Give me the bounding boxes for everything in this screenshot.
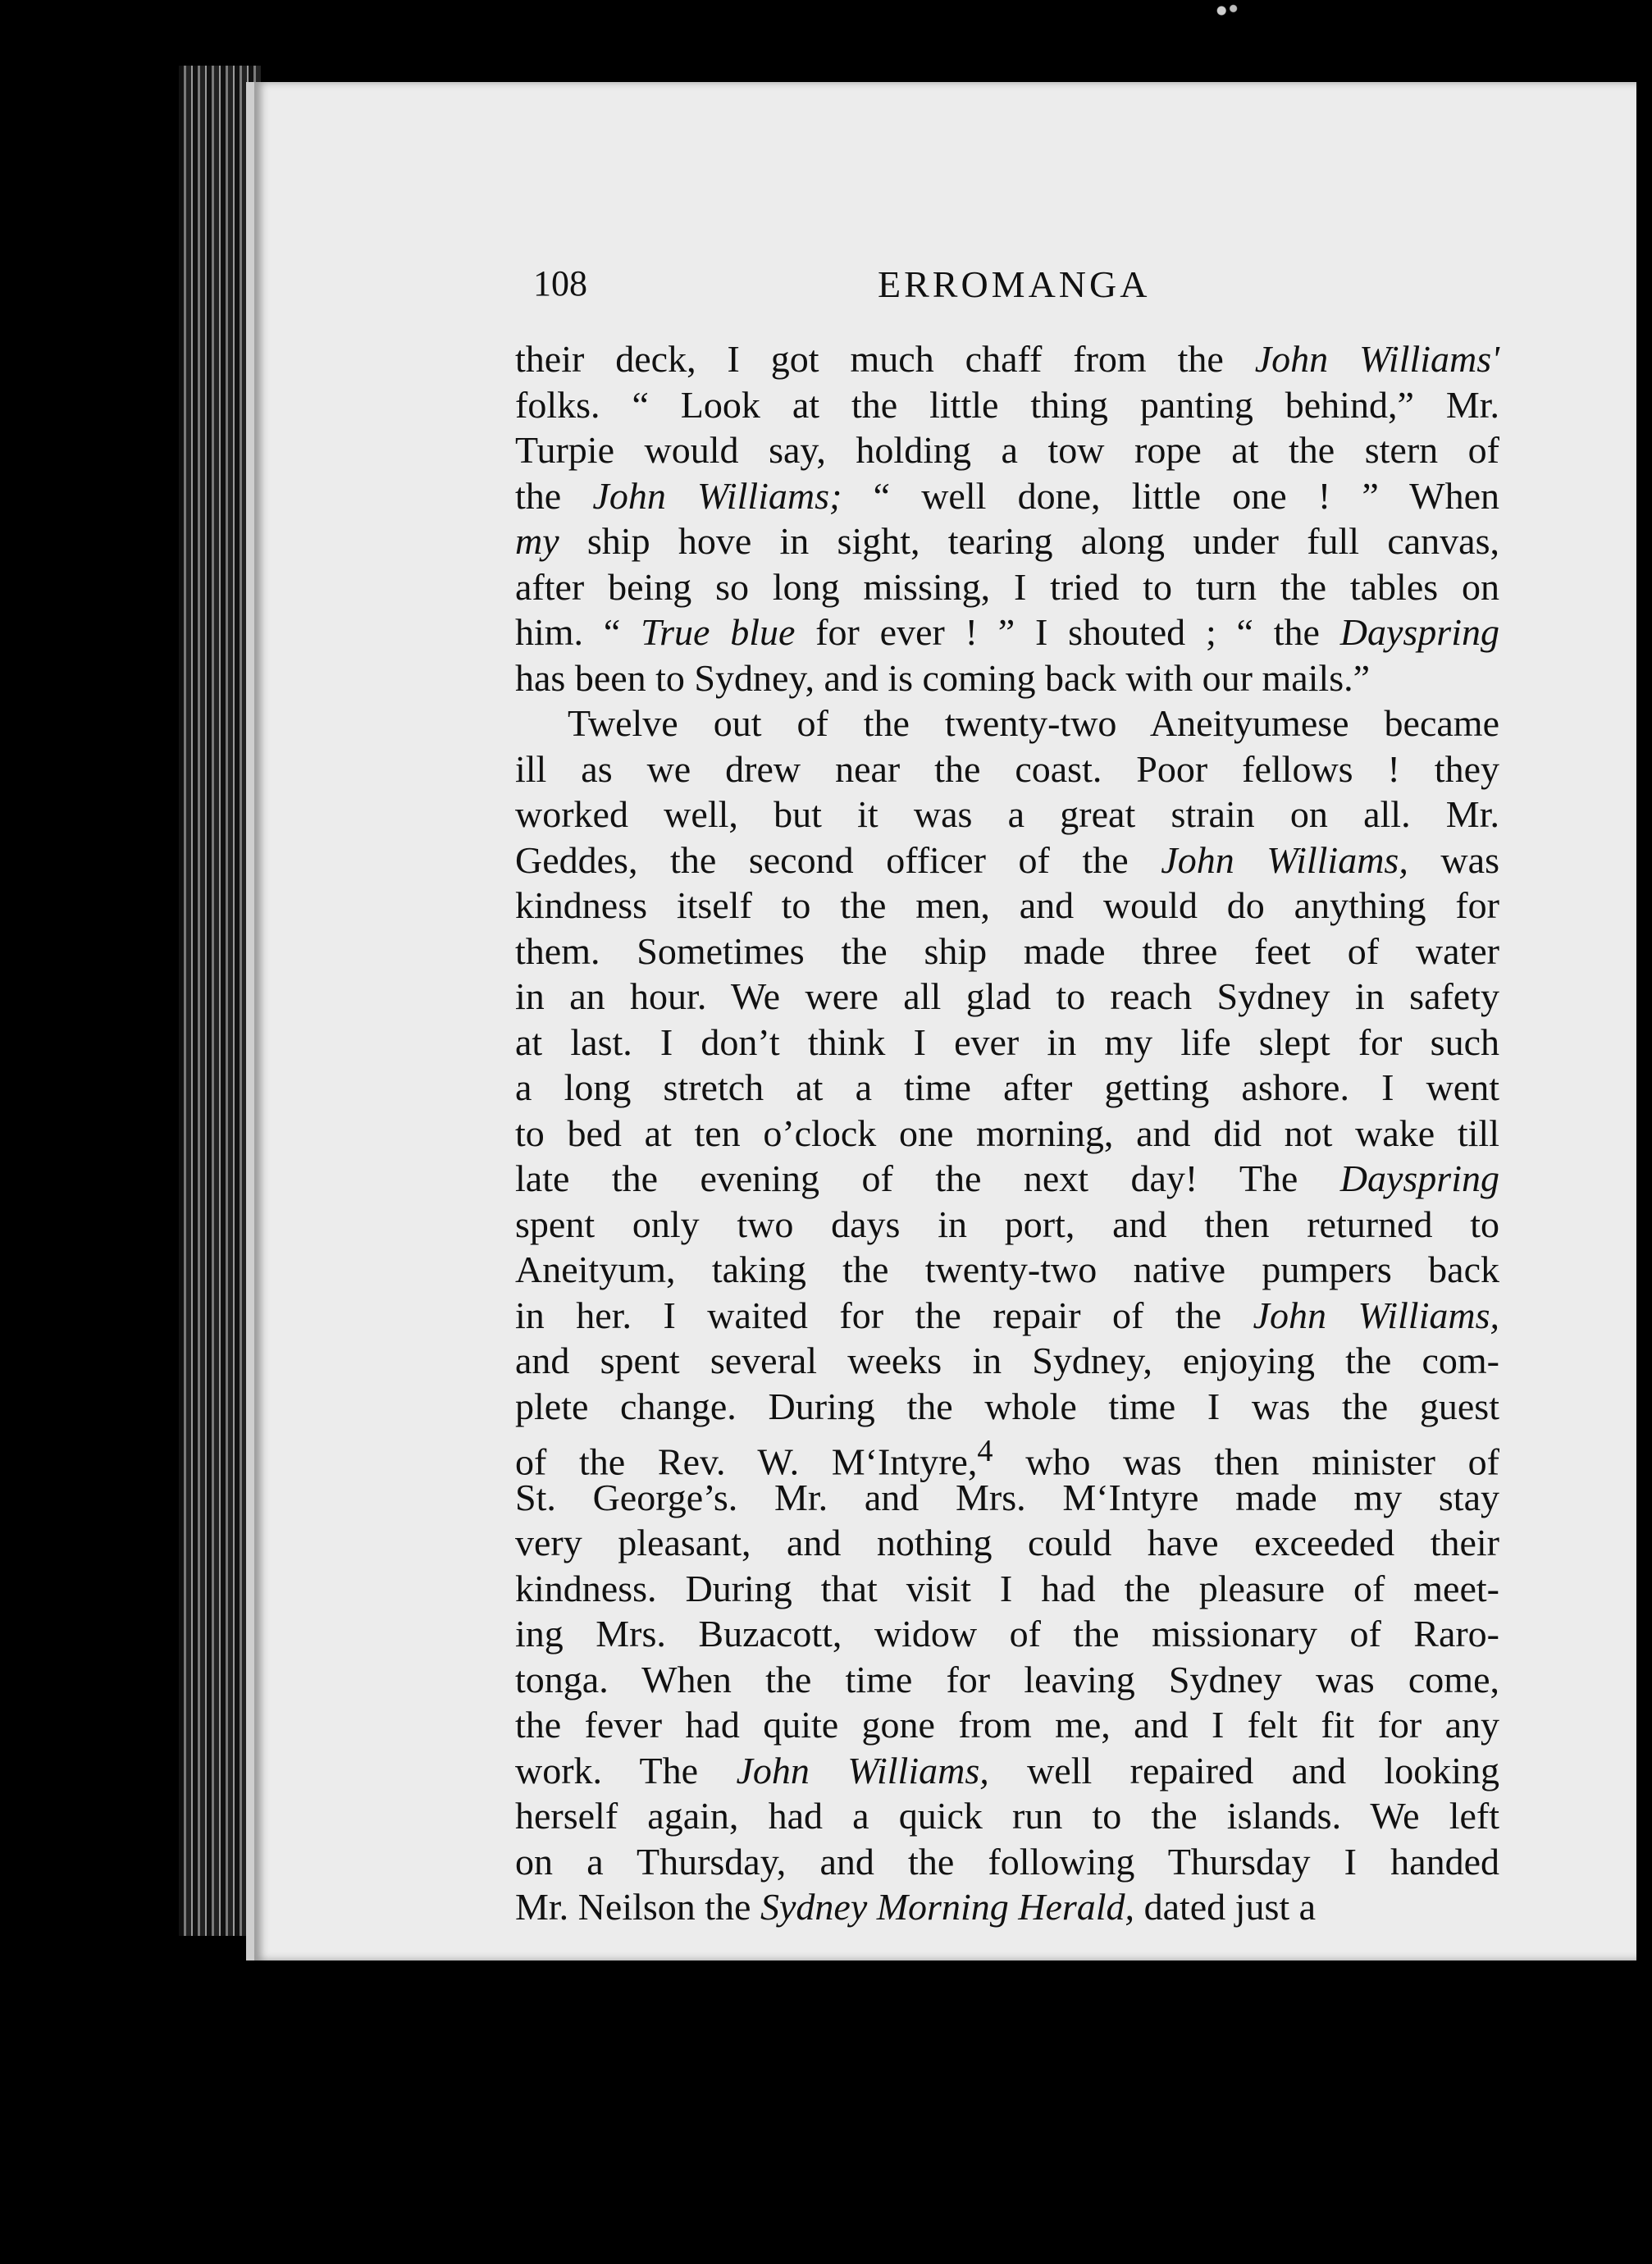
page-header [533,262,1501,328]
text-line: late the evening of the next day! The Dayspring [515,1157,1499,1199]
text-line: of the Rev. W. M‘Intyre,$^4$ who was then minister of [515,1434,1500,1483]
text-line: very pleasant, and nothing could have exceeded their [515,1522,1499,1563]
text-line: to bed at ten o’clock one morning, and did not wake till [515,1111,1499,1154]
text-line: him. “ True blue for ever ! ” I shouted ; “ the Dayspring [515,611,1499,653]
text-line: Twelve out of the twenty-two Aneityumese became [568,702,1499,744]
text-line: folks. “ Look at the little thing panting behind,” Mr. [515,383,1499,426]
text-line: has been to Sydney, and is coming back with our mails.” [515,656,1371,699]
text-line: St. George’s. Mr. and Mrs. M‘Intyre made my stay [515,1476,1499,1518]
text-line: in her. I waited for the repair of the John Williams, [515,1294,1499,1336]
text-line: their deck, I got much chaff from the John Williams' [515,338,1499,380]
text-line: work. The John Williams, well repaired and looking [515,1749,1499,1792]
text-line: the John Williams; “ well done, little one ! ” When [515,474,1499,517]
text-line: tonga. When the time for leaving Sydney was come, [515,1658,1499,1700]
text-line: them. Sometimes the ship made three feet of water [515,929,1499,972]
text-line: kindness itself to the men, and would do anything for [515,884,1499,926]
text-line: my ship hove in sight, tearing along under full canvas, [515,520,1499,562]
text-line: a long stretch at a time after getting ashore. I went [515,1066,1499,1108]
text-line: plete change. During the whole time I was the guest [515,1385,1499,1427]
body-text [515,336,1499,1930]
text-line: Geddes, the second officer of the John Williams, was [515,838,1499,881]
text-line: ill as we drew near the coast. Poor fellows ! they [515,747,1499,790]
text-line: Mr. Neilson the Sydney Morning Herald, dated just a [515,1886,1317,1928]
text-line: at last. I don’t think I ever in my life slept for such [515,1020,1499,1063]
text-line: kindness. During that visit I had the pleasure of meet- [515,1567,1499,1609]
text-line: herself again, had a quick run to the islands. We left [515,1795,1499,1837]
text-line: and spent several weeks in Sydney, enjoying the com- [515,1340,1499,1381]
text-line: spent only two days in port, and then returned to [515,1203,1499,1245]
text-line: Turpie would say, holding a tow rope at the stern of [515,429,1499,471]
text-line: worked well, but it was a great strain on all. Mr. [515,793,1499,835]
text-line: in an hour. We were all glad to reach Sydney in safety [515,975,1499,1017]
page-number: 108 [533,263,587,304]
text-line: on a Thursday, and the following Thursday I handed [515,1840,1499,1883]
text-line: Aneityum, taking the twenty-two native pumpers back [515,1248,1499,1290]
text-line: after being so long missing, I tried to turn the tables on [515,565,1499,608]
dust-mark [1206,0,1245,21]
running-title: ERROMANGA [878,263,1151,305]
text-line: ing Mrs. Buzacott, widow of the missionary of Raro- [515,1613,1499,1655]
text-line: the fever had quite gone from me, and I felt fit for any [515,1704,1499,1746]
